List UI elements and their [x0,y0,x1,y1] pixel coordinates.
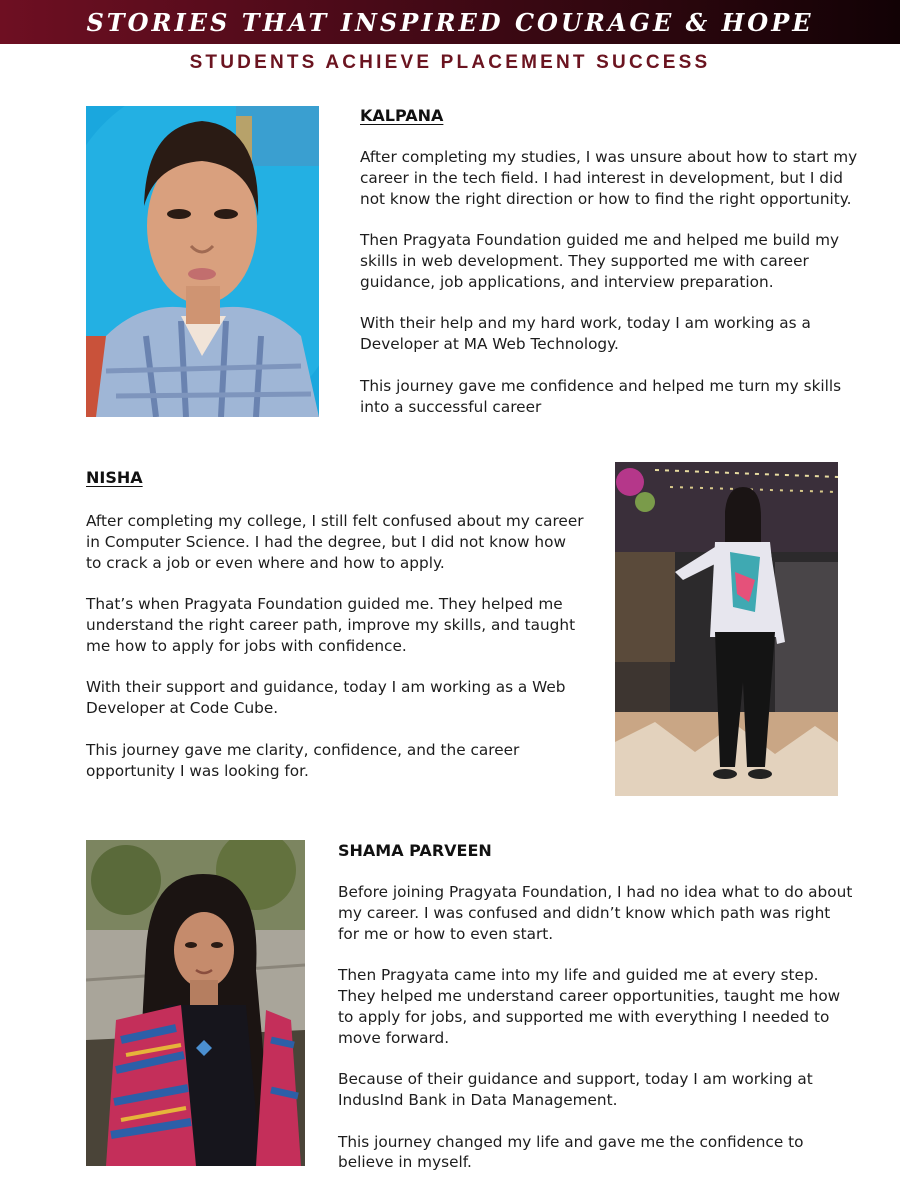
story-text-kalpana [360,147,860,417]
story-name-kalpana: KALPANA [360,106,444,125]
story-paragraph: This journey gave me confidence and helped me turn my skills into a successful career [360,376,842,416]
story-text-nisha [86,511,586,781]
page-title: STORIES THAT INSPIRED COURAGE & HOPE [86,7,814,37]
story-paragraph: Then Pragyata Foundation guided me and helped me build my skills in web development. They supported me with career guidance, job applications, and interview preparation. [360,231,840,291]
story-paragraph: With their help and my hard work, today I am working as a Developer at MA Web Technology. [360,314,811,354]
story-paragraph: Because of their guidance and support, today I am working at IndusInd Bank in Data Management. [338,1070,813,1109]
story-name-shama-parveen: SHAMA PARVEEN [338,841,492,860]
story-paragraph: Then Pragyata came into my life and guided me at every step. They helped me understand career opportunities, taught me how to apply for jobs, and supported me with everything I needed to move forward. [338,966,841,1047]
story-paragraph: This journey gave me clarity, confidence, and the career opportunity I was looking for. [86,740,520,780]
header-banner [0,0,900,44]
page-subtitle: STUDENTS ACHIEVE PLACEMENT SUCCESS [189,52,711,73]
story-paragraph: Before joining Pragyata Foundation, I had no idea what to do about my career. I was confused and didn’t know which path was right for me or how to even start. [338,883,853,943]
story-paragraph: After completing my college, I still felt confused about my career in Computer Science. I had the degree, but I did not know how to crack a job or even where and how to apply. [86,512,584,572]
story-name-nisha: NISHA [86,468,143,487]
story-paragraph: That’s when Pragyata Foundation guided me. They helped me understand the right career path, improve my skills, and taught me how to apply for jobs with confidence. [86,595,576,655]
story-paragraph: After completing my studies, I was unsure about how to start my career in the tech field. I had interest in development, but I did not know the right direction or how to find the right opportunity. [360,148,858,208]
story-text-shama-parveen [338,882,853,1173]
story-paragraph: This journey changed my life and gave me the confidence to believe in myself. [338,1132,804,1172]
story-paragraph: With their support and guidance, today I am working as a Web Developer at Code Cube. [86,678,566,718]
shama-parveen-photo [86,840,305,1166]
nisha-photo [615,462,838,796]
kalpana-photo [86,106,319,417]
